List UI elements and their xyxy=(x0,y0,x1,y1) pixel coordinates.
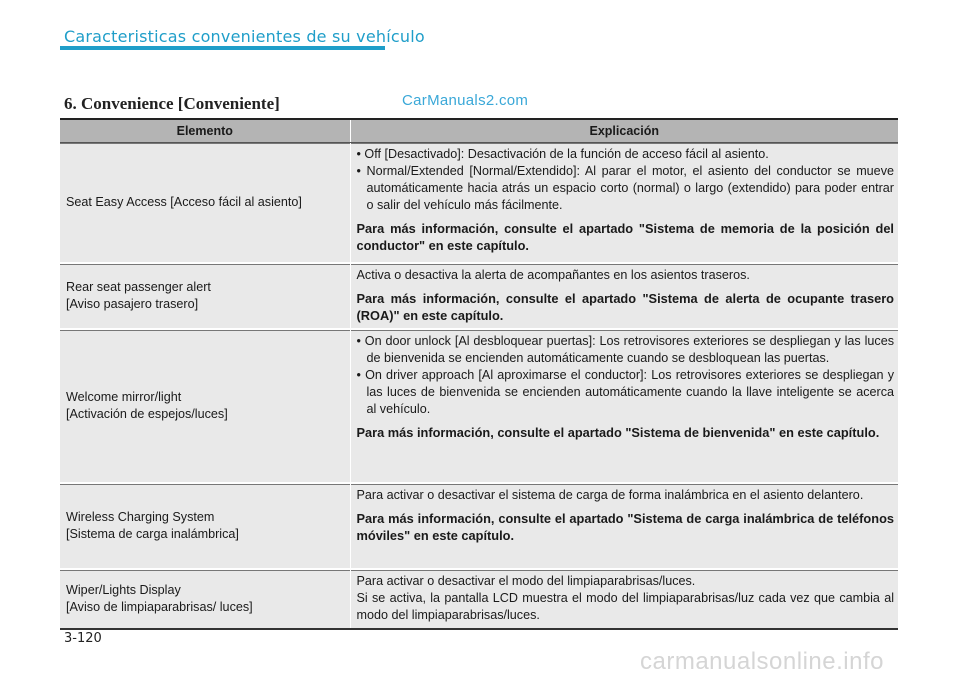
element-label: Seat Easy Access [Acceso fácil al asiento] xyxy=(66,194,302,209)
reference-note: Para más información, consulte el apartado "Sistema de carga inalámbrica de teléfonos móviles" en este capítulo. xyxy=(356,510,894,543)
reference-note: Para más información, consulte el apartado "Sistema de alerta de ocupante trasero (ROA)" en este capítulo. xyxy=(356,290,894,323)
table-row xyxy=(60,143,898,263)
bullet-item: • On door unlock [Al desbloquear puertas]: Los retrovisores exteriores se despliegan y las luces de bienvenida se encienden automáticamente cuando se desbloquean las puertas. xyxy=(356,333,894,365)
row-explanation-cell xyxy=(350,483,898,569)
table-row xyxy=(60,483,898,569)
element-label-es: [Sistema de carga inalámbrica] xyxy=(66,526,239,541)
watermark-top: CarManuals2.com xyxy=(402,92,529,109)
element-label-es: [Aviso pasajero trasero] xyxy=(66,296,199,311)
element-label-en: Welcome mirror/light xyxy=(66,389,182,404)
page-number: 3-120 xyxy=(64,631,102,646)
element-label-es: [Activación de espejos/luces] xyxy=(66,406,228,421)
header-elemento: Elemento xyxy=(60,119,350,143)
table-row xyxy=(60,329,898,483)
element-label-es: [Aviso de limpiaparabrisas/ luces] xyxy=(66,599,253,614)
element-label-en: Wiper/Lights Display xyxy=(66,582,181,597)
table-row xyxy=(60,263,898,329)
section-title: 6. Convenience [Conveniente] xyxy=(64,94,280,113)
reference-note: Para más información, consulte el apartado "Sistema de bienvenida" en este capítulo. xyxy=(356,424,880,440)
element-label-en: Wireless Charging System xyxy=(66,509,215,524)
row-element-cell xyxy=(60,143,350,263)
row-element-cell xyxy=(60,329,350,483)
bullet-item: • On driver approach [Al aproximarse el conductor]: Los retrovisores exteriores se despliegan y las luces de bienvenida se encienden automáticamente cuando la llave inteligente se acerca al vehículo. xyxy=(356,367,894,416)
explanation-text: Activa o desactiva la alerta de acompañantes en los asientos traseros. xyxy=(356,267,750,282)
chapter-header-title: Caracteristicas convenientes de su vehículo xyxy=(64,27,425,46)
row-element-cell xyxy=(60,263,350,329)
row-element-cell xyxy=(60,483,350,569)
table-header-row xyxy=(60,119,898,143)
row-explanation-cell xyxy=(350,329,898,483)
bullet-item: • Off [Desactivado]: Desactivación de la función de acceso fácil al asiento. xyxy=(356,147,769,161)
chapter-header-rule xyxy=(60,46,385,50)
row-explanation-cell xyxy=(350,569,898,629)
explanation-text: Para activar o desactivar el modo del limpiaparabrisas/luces. xyxy=(356,573,696,588)
reference-note: Para más información, consulte el apartado "Sistema de memoria de la posición del conductor" en este capítulo. xyxy=(356,221,894,253)
element-label-en: Rear seat passenger alert xyxy=(66,279,211,294)
explanation-text: Para activar o desactivar el sistema de carga de forma inalámbrica en el asiento delantero. xyxy=(356,487,864,502)
bullet-item: • Normal/Extended [Normal/Extendido]: Al parar el motor, el asiento del conductor se mueve automáticamente hacia atrás un espacio corto (normal) o largo (extendido) para poder entrar o salir del vehículo más fácilmente. xyxy=(356,164,894,212)
header-explicacion: Explicación xyxy=(350,119,898,143)
explanation-text: Si se activa, la pantalla LCD muestra el modo del limpiaparabrisas/luz cada vez que cambia al modo del limpiaparabrisas/luces. xyxy=(356,590,894,622)
watermark-bottom: carmanualsonline.info xyxy=(640,648,884,675)
row-explanation-cell xyxy=(350,143,898,263)
row-element-cell xyxy=(60,569,350,629)
settings-table xyxy=(60,118,898,630)
table-row xyxy=(60,569,898,629)
row-explanation-cell xyxy=(350,263,898,329)
